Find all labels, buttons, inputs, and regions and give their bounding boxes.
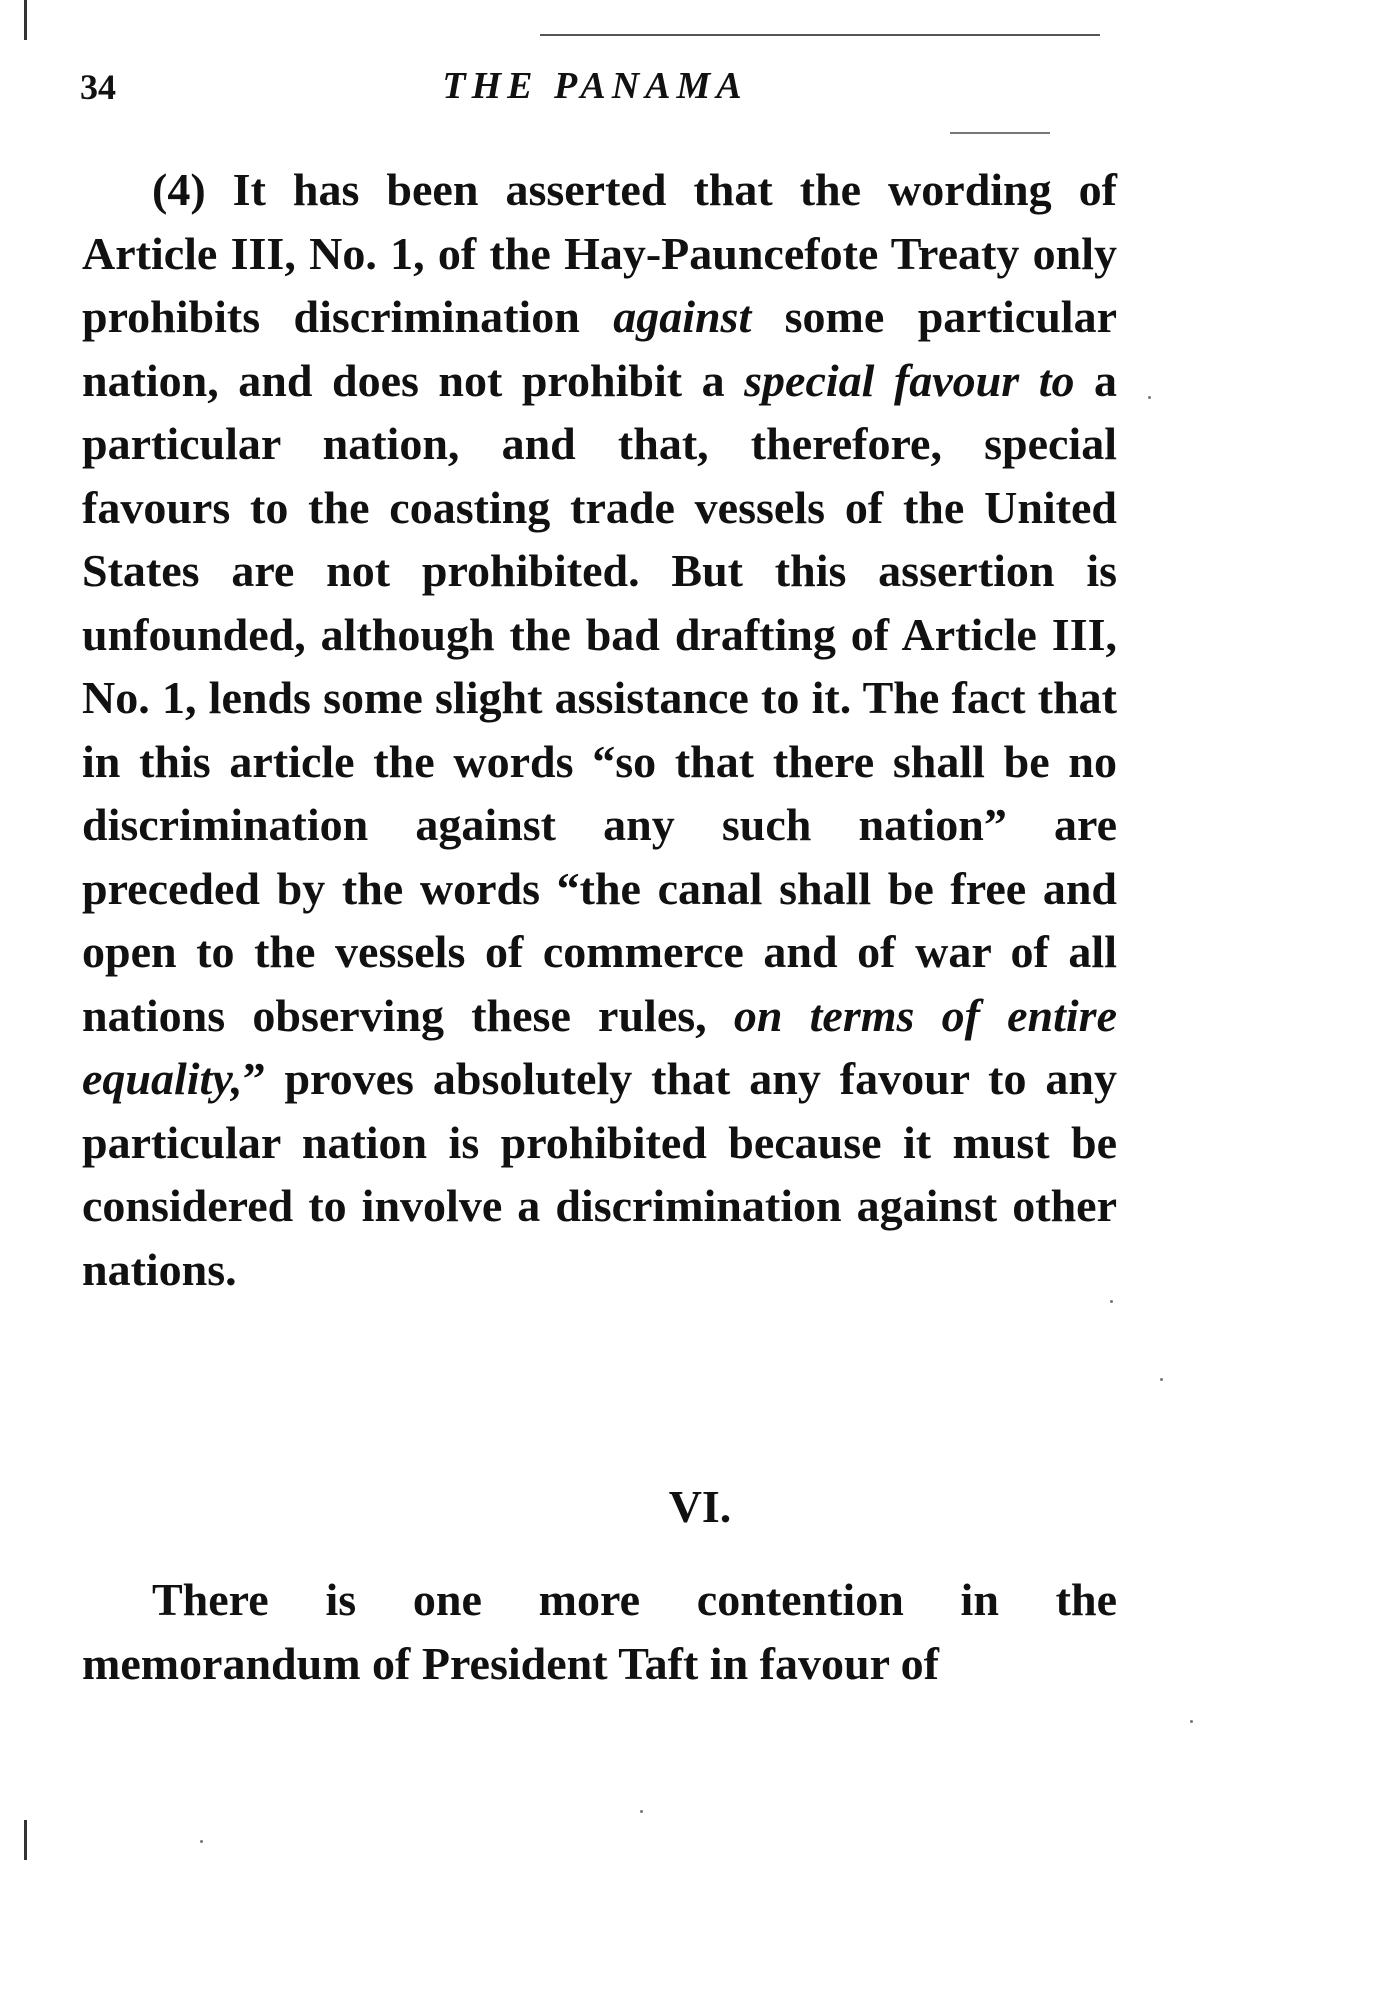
paragraph-1-part-2: some particular nation, and does not prohibit a: [82, 291, 1117, 406]
section-heading: VI.: [668, 1481, 732, 1532]
top-rule: [540, 34, 1100, 36]
paragraph-1-part-4: ” proves absolutely that any favour to any particular nation is prohibited because it must be considered to involve a discrimination against other nations.: [82, 1053, 1117, 1295]
paragraph-1-italic-1: against: [613, 291, 752, 342]
scan-speck: [1110, 1300, 1113, 1303]
paragraph-2: There is one more contention in the memorandum of President Taft in favour of: [82, 1574, 1117, 1689]
paragraph-1-part-3: a particular nation, and that, therefore, special favours to the coasting trade vessels of the United States are not prohibited. But this assertion is unfounded, although the bad drafting of Article III, No. 1, lends some slight assistance to it. The fact that in this article the words “so that there shall be no discrimination against any such nation” are preceded by the words “the canal shall be free and open to the vessels of commerce and of war of all nations observing these rules,: [82, 354, 1118, 1041]
scan-speck: [1148, 396, 1151, 399]
scan-speck: [1160, 1378, 1163, 1381]
paragraph-1-italic-2: special favour to: [744, 354, 1075, 406]
edge-mark-bottom: [24, 1820, 27, 1860]
running-title: THE PANAMA: [442, 65, 748, 107]
page-number: 34: [80, 67, 116, 107]
paragraph-1-italic-3: on terms of entire equality,: [82, 989, 1117, 1104]
page-header: [80, 58, 1110, 118]
paragraph-1: [82, 158, 1117, 1301]
main-text: [82, 158, 1117, 1301]
scan-speck: [1190, 1720, 1193, 1723]
scan-speck: [640, 1810, 643, 1813]
edge-mark-top: [24, 0, 27, 40]
paragraph-1-part-1: (4) It has been asserted that the wording of Article III, No. 1, of the Hay-Pauncefote Treaty only prohibits discrimination: [82, 164, 1117, 342]
scan-speck: [200, 1840, 203, 1843]
short-rule: [950, 132, 1050, 134]
